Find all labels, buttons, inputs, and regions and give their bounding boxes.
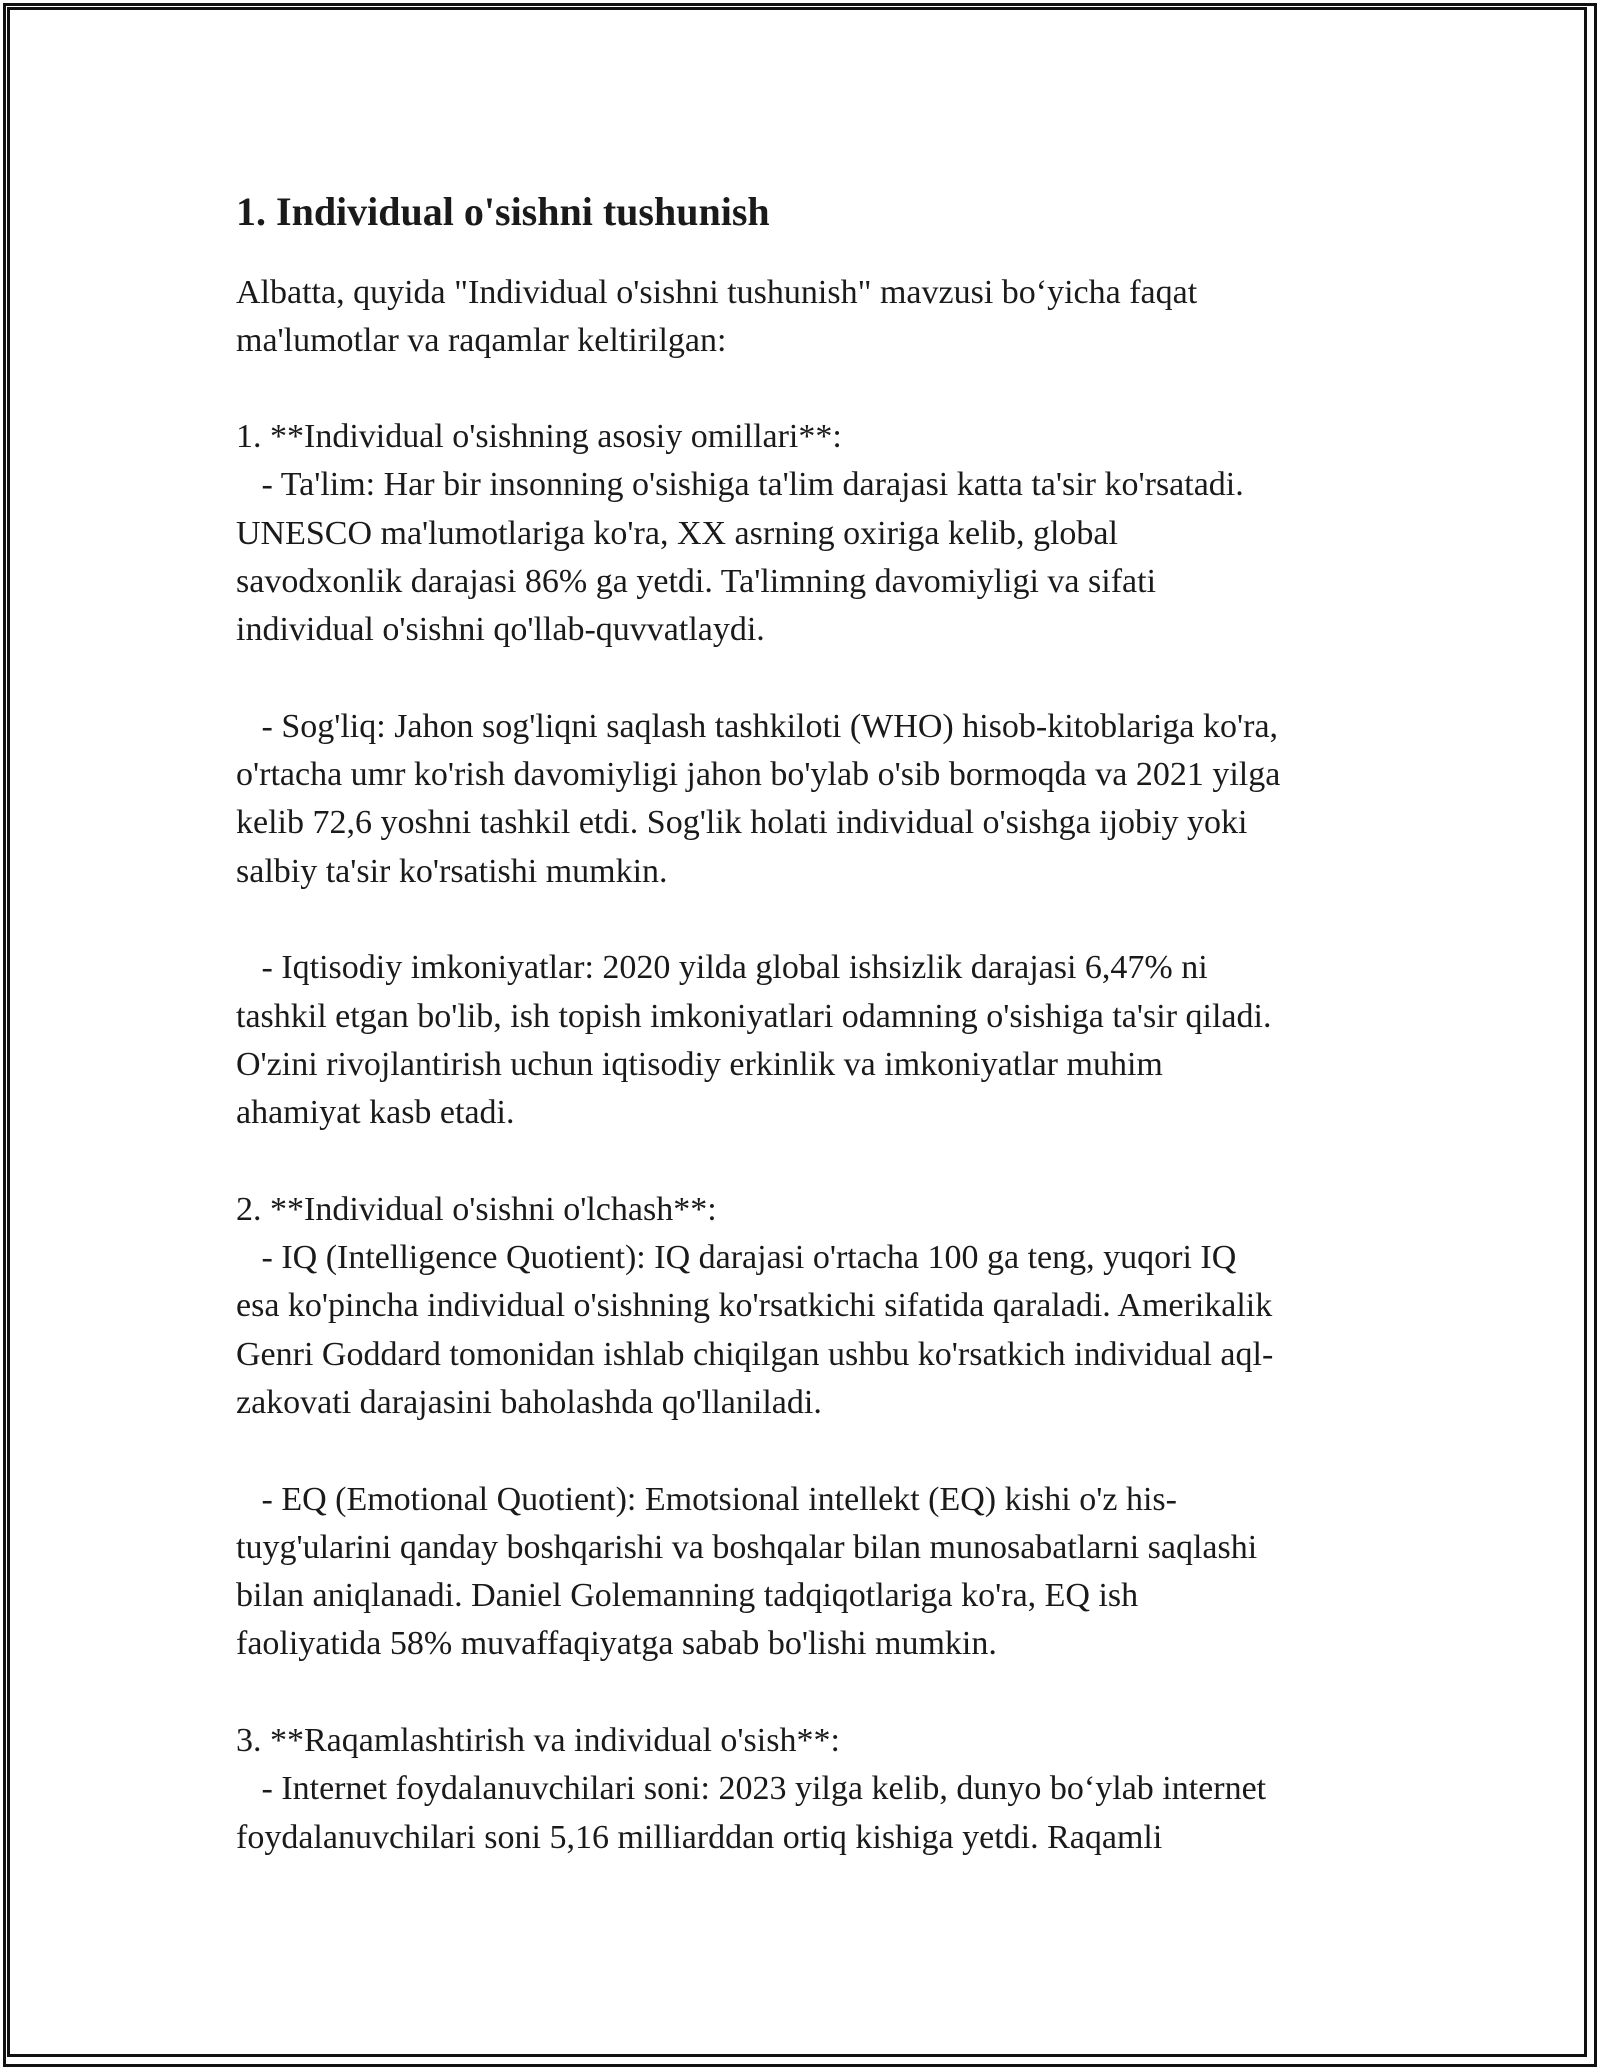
document-body: 1. **Individual o'sishning asosiy omillari**: - Ta'lim: Har bir insonning o'sishiga ta'lim darajasi katta ta'sir ko'rsatadi. UNESCO ma'lumotlariga ko'ra, XX asrning oxiriga kelib, global savodxonlik darajasi 86% ga yetdi. Ta'limning davomiyligi va sifati individual o'sishni qo'llab-quvvatlaydi. - Sog'liq: Jahon sog'liqni saqlash tashkiloti (WHO) hisob-kitoblariga ko'ra, o'rtacha umr ko'rish davomiyligi jahon bo'ylab o'sib bormoqda va 2021 yilga kelib 72,6 yoshni tashkil etdi. Sog'lik holati individual o'sishga ijobiy yoki salbiy ta'sir ko'rsatishi mumkin. - Iqtisodiy imkoniyatlar: 2020 yilda global ishsizlik darajasi 6,47% ni tashkil etgan bo'lib, ish topish imkoniyatlari odamning o'sishiga ta'sir qiladi. O'zini rivojlantirish uchun iqtisodiy erkinlik va imkoniyatlar muhim ahamiyat kasb etadi. 2. **Individual o'sishni o'lchash**: - IQ (Intelligence Quotient): IQ darajasi o'rtacha 100 ga teng, yuqori IQ esa ko'pincha individual o'sishning ko'rsatkichi sifatida qaraladi. Amerikalik Genri Goddard tomonidan ishlab chiqilgan ushbu ko'rsatkich individual aql- zakovati darajasini baholashda qo'llaniladi. - EQ (Emotional Quotient): Emotsional intellekt (EQ) kishi o'z his- tuyg'ularini qanday boshqarishi va boshqalar bilan munosabatlarni saqlashi bilan aniqlanadi. Daniel Golemanning tadqiqotlariga ko'ra, EQ ish faoliyatida 58% muvaffaqiyatga sabab bo'lishi mumkin. 3. **Raqamlashtirish va individual o'sish**: - Internet foydalanuvchilari soni: 2023 yilga kelib, dunyo bo‘ylab internet foydalanuvchilari soni 5,16 milliarddan ortiq kishiga yetdi. Raqamli [236, 418, 1281, 1856]
document-title: 1. Individual o'sishni tushunish [236, 189, 770, 234]
document-content [236, 184, 1366, 1862]
document-intro: Albatta, quyida "Individual o'sishni tushunish" mavzusi bo‘yicha faqat ma'lumotlar va raqamlar keltirilgan: [236, 274, 1198, 359]
